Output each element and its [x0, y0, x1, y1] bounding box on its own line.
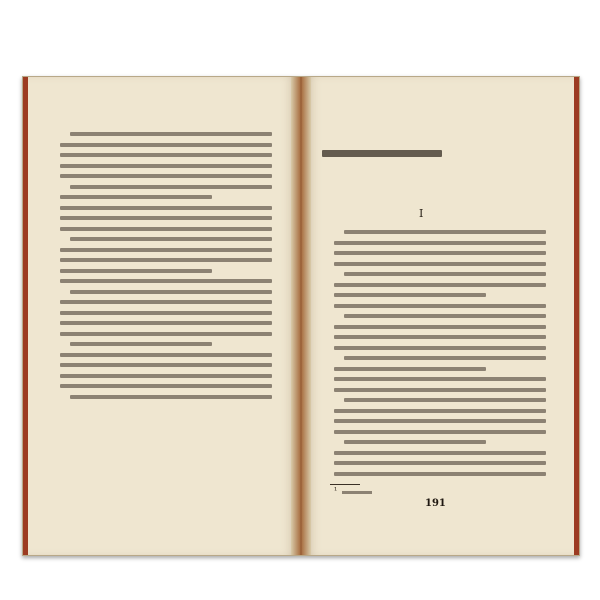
- text-line: [334, 304, 546, 308]
- text-line: [70, 132, 272, 136]
- text-line: [60, 164, 272, 168]
- text-line: [60, 279, 272, 283]
- text-line: [334, 346, 546, 350]
- text-line: [60, 248, 272, 252]
- text-line: [334, 325, 546, 329]
- text-line: [334, 430, 546, 434]
- text-line: [344, 398, 546, 402]
- text-line: [334, 388, 546, 392]
- text-line: [334, 461, 546, 465]
- text-line: [70, 290, 272, 294]
- text-line: [60, 174, 272, 178]
- left-page: [23, 77, 301, 555]
- text-line: [60, 269, 212, 273]
- footnote-text: [342, 491, 372, 494]
- text-line: [60, 216, 272, 220]
- text-line: [334, 419, 546, 423]
- text-line: [334, 283, 546, 287]
- text-line: [60, 384, 272, 388]
- text-line: [60, 153, 272, 157]
- text-line: [344, 356, 546, 360]
- text-line: [344, 440, 486, 444]
- text-line: [334, 251, 546, 255]
- text-line: [60, 227, 272, 231]
- text-line: [60, 321, 272, 325]
- chapter-title: [322, 150, 442, 157]
- text-line: [70, 342, 212, 346]
- right-page-edge: [574, 77, 579, 555]
- text-line: [344, 272, 546, 276]
- footnote-rule: [330, 484, 360, 485]
- text-line: [344, 230, 546, 234]
- text-line: [70, 395, 272, 399]
- text-line: [60, 374, 272, 378]
- text-line: [334, 377, 546, 381]
- text-line: [334, 451, 546, 455]
- text-line: [70, 237, 272, 241]
- book-gutter: [291, 77, 311, 555]
- text-line: [60, 332, 272, 336]
- text-line: [334, 472, 546, 476]
- text-line: [334, 367, 486, 371]
- text-line: [334, 409, 546, 413]
- text-line: [344, 314, 546, 318]
- text-line: [334, 335, 546, 339]
- text-line: [334, 293, 486, 297]
- text-line: [70, 185, 272, 189]
- text-line: [60, 143, 272, 147]
- text-line: [60, 258, 272, 262]
- text-line: [60, 300, 272, 304]
- left-page-edge: [23, 77, 28, 555]
- text-line: [60, 353, 272, 357]
- text-line: [60, 363, 272, 367]
- footnote-marker: ¹: [334, 486, 338, 495]
- page-number: 191: [425, 498, 446, 509]
- text-line: [334, 241, 546, 245]
- text-line: [60, 311, 272, 315]
- text-line: [60, 195, 212, 199]
- text-line: [334, 262, 546, 266]
- section-number: I: [419, 207, 424, 220]
- text-line: [60, 206, 272, 210]
